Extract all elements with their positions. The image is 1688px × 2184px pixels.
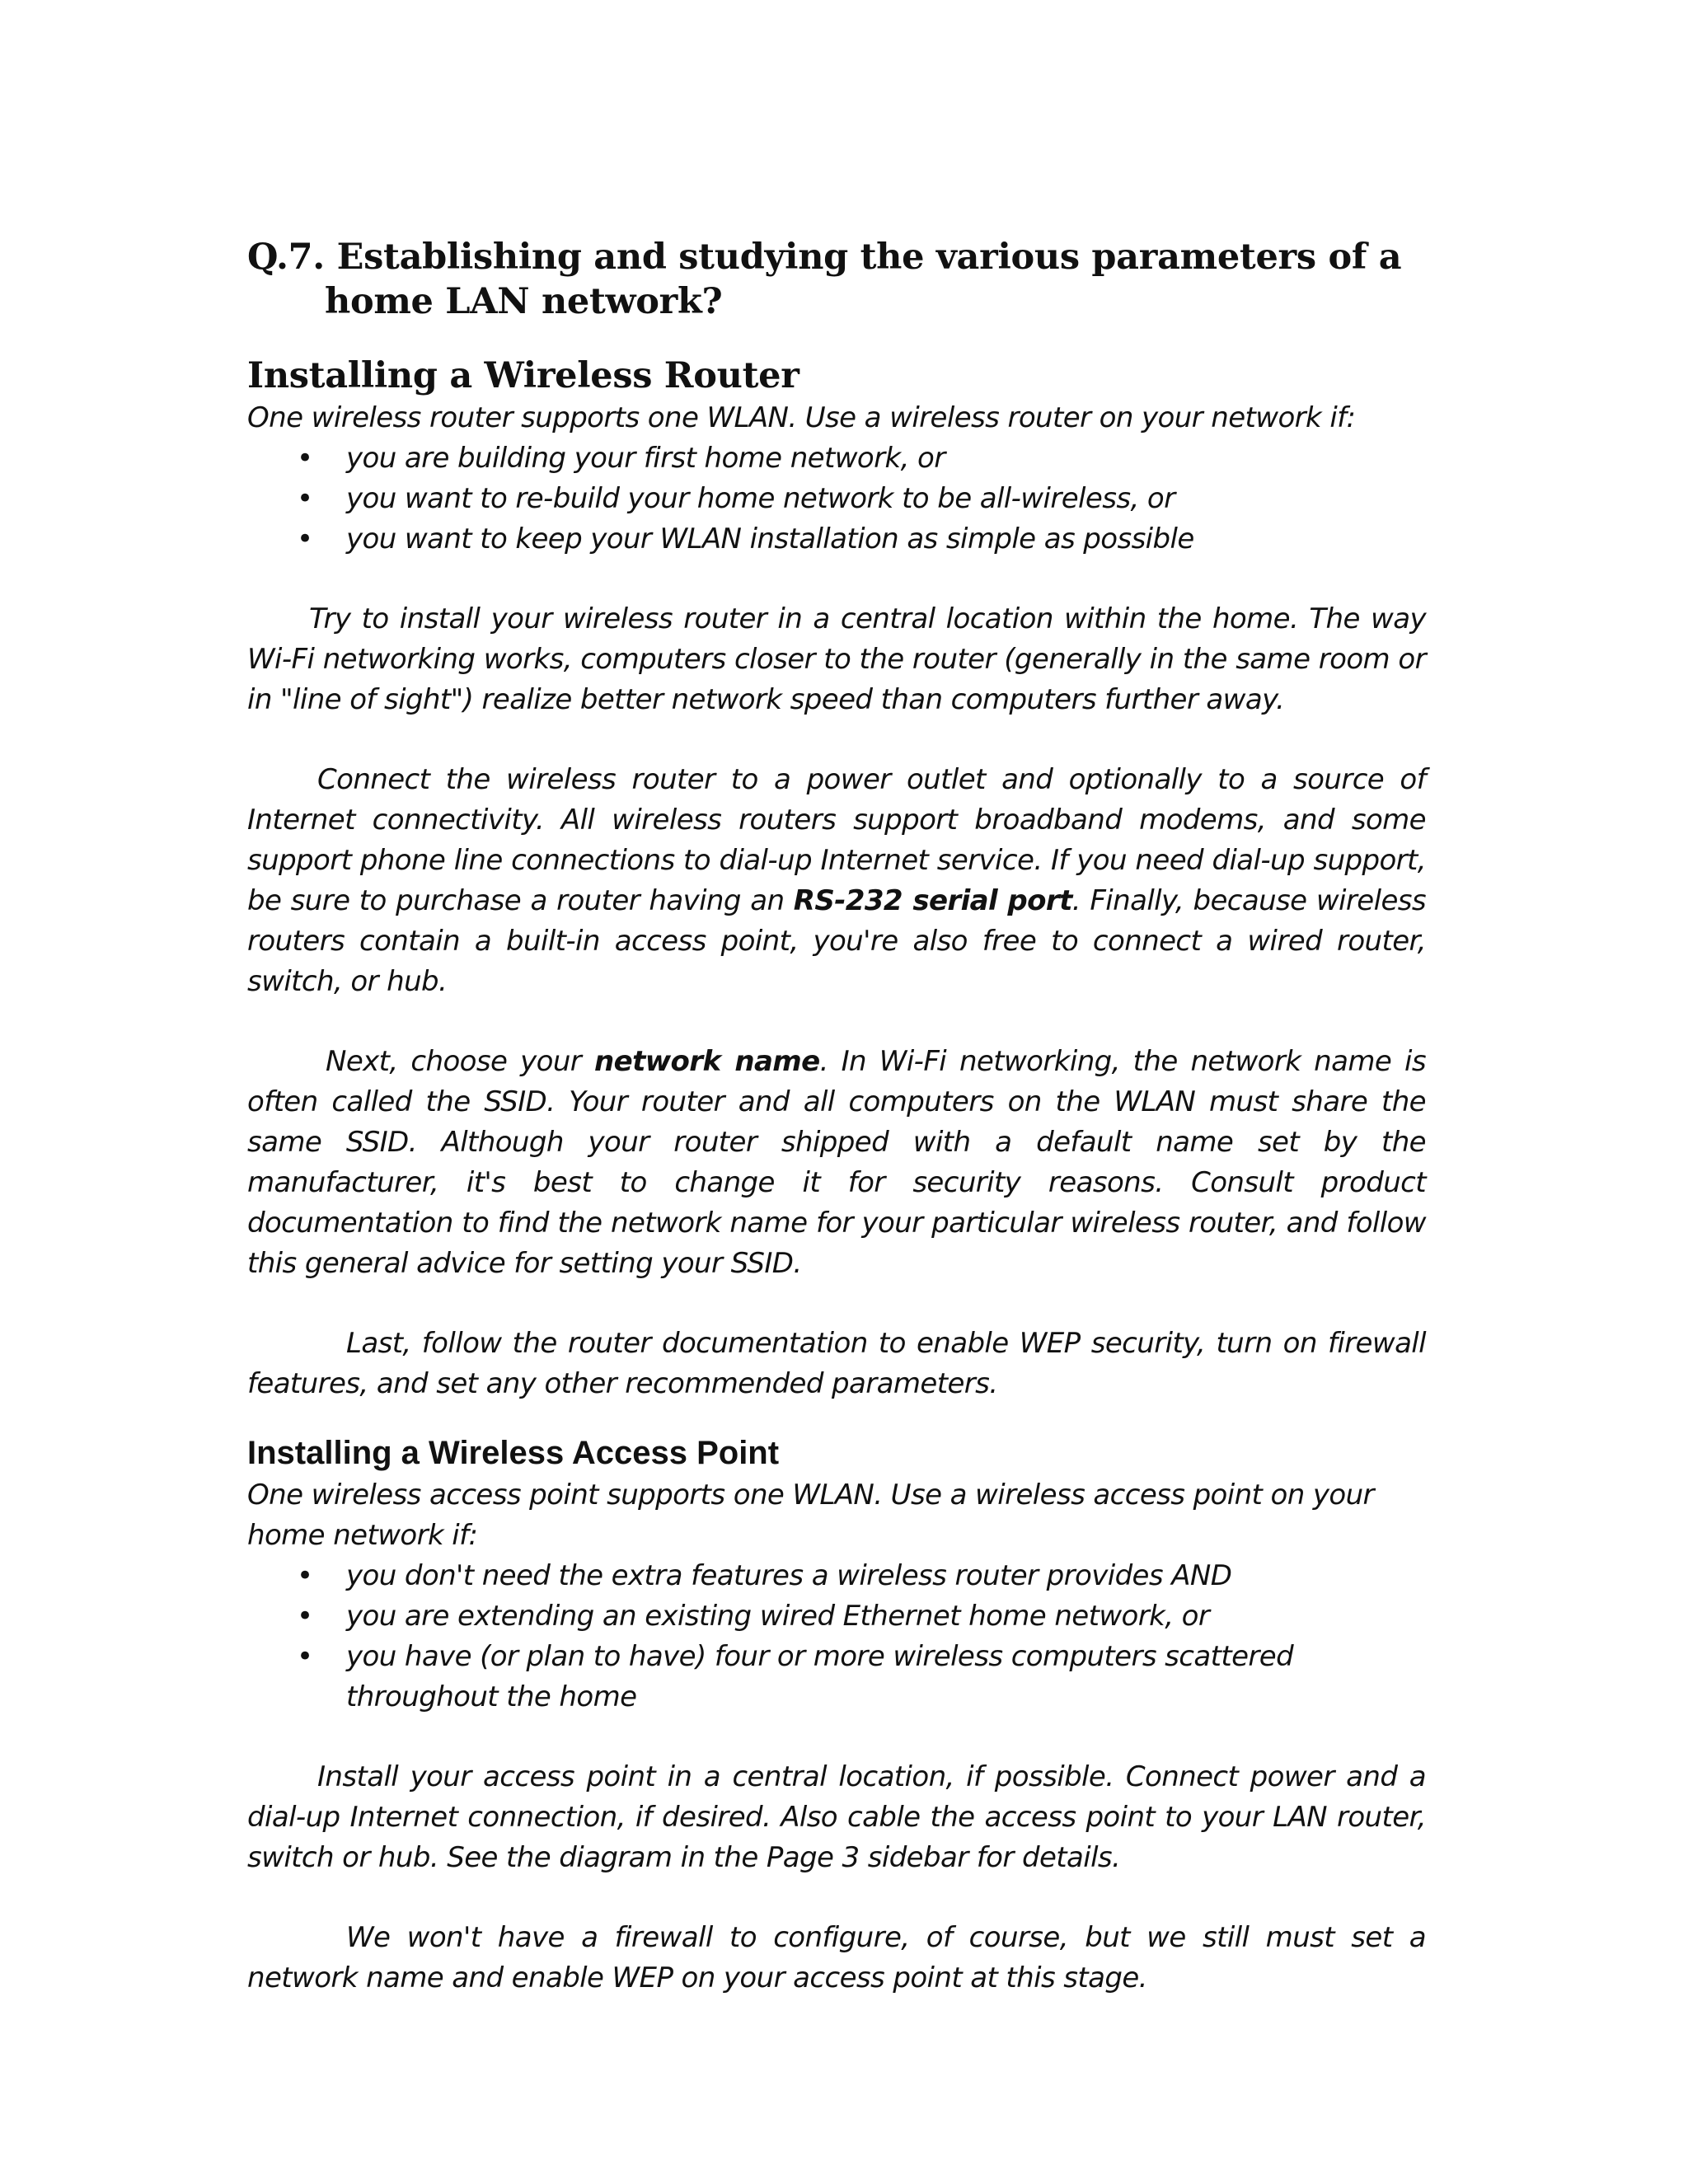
- page-content: [247, 235, 1426, 1999]
- list-item: • you want to re-build your home network to be all-wireless, or: [346, 479, 1426, 519]
- question-title: [247, 235, 1426, 324]
- router-location-paragraph: Try to install your wireless router in a central location within the home. The way Wi-Fi networking works, computers closer to the router (generally in the same room or in "line of sight") realize better network speed than computers further away.: [247, 602, 1426, 716]
- access-point-section-heading: Installing a Wireless Access Point: [247, 1435, 780, 1471]
- access-point-intro: One wireless access point supports one WLAN. Use a wireless access point on your home network if:: [247, 1479, 1374, 1552]
- list-item: • you don't need the extra features a wireless router provides AND: [346, 1556, 1426, 1596]
- router-network-name-paragraph: [247, 1042, 1426, 1284]
- question-number: Q.7.: [247, 237, 325, 278]
- list-item: • you want to keep your WLAN installation as simple as possible: [346, 519, 1426, 560]
- list-item: • you are extending an existing wired Ethernet home network, or: [346, 1596, 1426, 1637]
- access-point-bullet-list: [247, 1556, 1426, 1718]
- access-point-install-paragraph: Install your access point in a central location, if possible. Connect power and a dial-up Internet connection, if desired. Also cable the access point to your LAN router, switch or hub. See the diagram in the Page 3 sidebar for details.: [247, 1760, 1426, 1874]
- router-connect-text-start: Connect the wireless router to a power outlet and optionally to a source of Internet connectivity. All wireless routers support broadband modems, and some support phone line connections to dial-up Internet service. If you need dial-up support, be sure to purchase a router having an: [247, 763, 1426, 917]
- network-name-text-start: Next, choose your: [326, 1045, 595, 1078]
- router-connect-text-end: . Finally, because wireless routers contain a built-in access point, you're also free to connect a wired router, switch, or hub.: [247, 884, 1426, 998]
- network-name-text-end: . In Wi-Fi networking, the network name is often called the SSID. Your router and all computers on the WLAN must share the same SSID. Although your router shipped with a default name set by the manufacturer, it's best to change it for security reasons. Consult product documentation to find the network name for your particular wireless router, and follow this general advice for setting your SSID.: [247, 1045, 1426, 1280]
- access-point-firewall-paragraph: We won't have a firewall to configure, of course, but we still must set a network name and enable WEP on your access point at this stage.: [247, 1921, 1426, 1994]
- network-name-emphasis: network name: [594, 1045, 820, 1078]
- list-item: • you are building your first home network, or: [346, 438, 1426, 479]
- question-text: Establishing and studying the various parameters of a home LAN network?: [325, 237, 1402, 322]
- router-section-heading: Installing a Wireless Router: [247, 355, 799, 396]
- router-intro: One wireless router supports one WLAN. Use a wireless router on your network if:: [247, 401, 1356, 434]
- rs232-emphasis: RS-232 serial port: [793, 884, 1072, 917]
- router-last-paragraph: Last, follow the router documentation to enable WEP security, turn on firewall features, and set any other recommended parameters.: [247, 1327, 1426, 1400]
- list-item: • you have (or plan to have) four or more wireless computers scattered throughout the home: [346, 1637, 1426, 1718]
- router-connect-paragraph: [247, 760, 1426, 1002]
- router-bullet-list: [247, 438, 1426, 560]
